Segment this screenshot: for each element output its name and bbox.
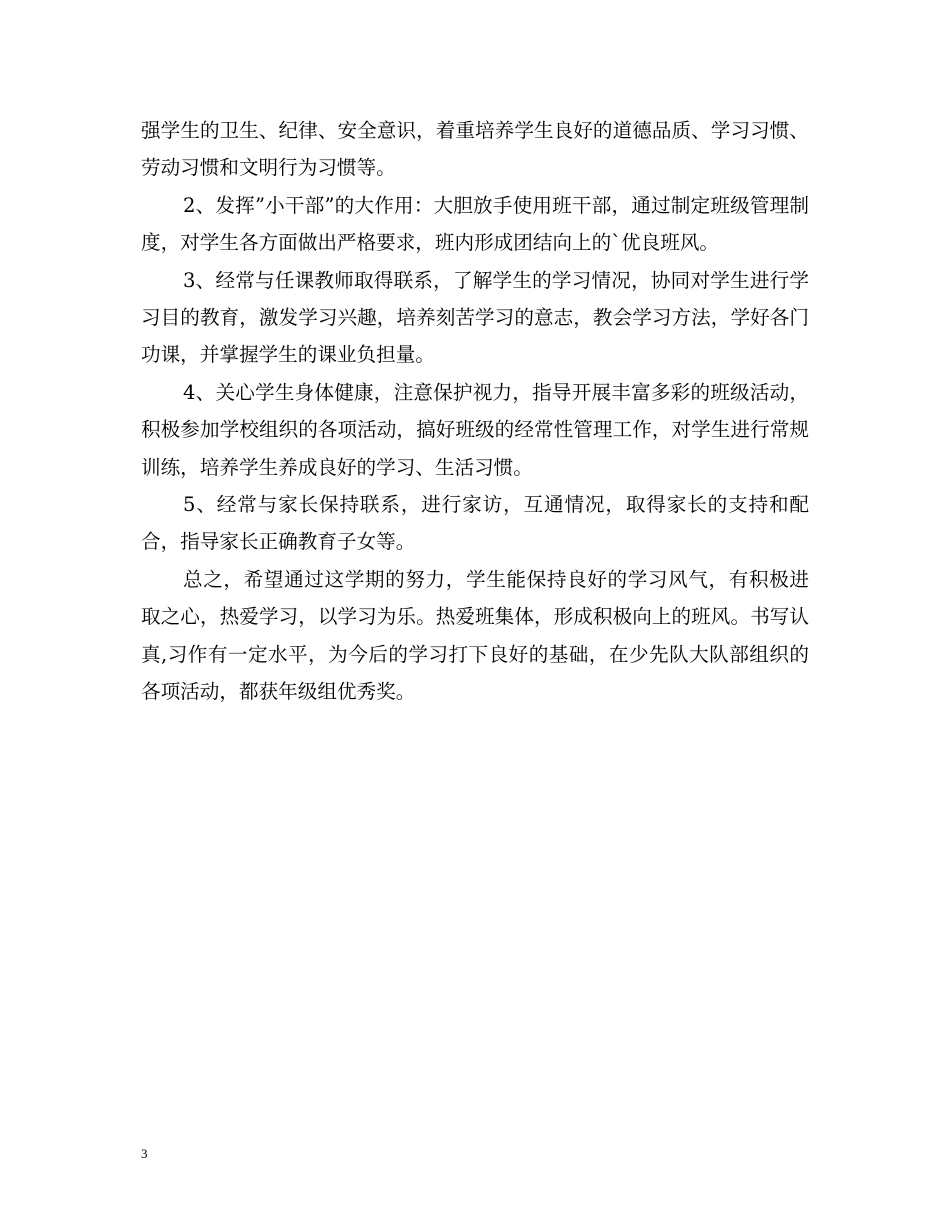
paragraph-conclusion: 总之，希望通过这学期的努力，学生能保持良好的学习风气，有积极进取之心，热爱学习，以学习为乐。热爱班集体，形成积极向上的班风。书写认真,习作有一定水平，为今后的学习打下良好的基础，在少先队大队部组织的各项活动，都获年级组优秀奖。 bbox=[141, 567, 809, 704]
paragraph-item-5: 5、经常与家长保持联系，进行家访，互通情况，取得家长的支持和配合，指导家长正确教育子女等。 bbox=[141, 493, 809, 554]
document-body bbox=[141, 112, 809, 711]
paragraph-item-3: 3、经常与任课教师取得联系，了解学生的学习情况，协同对学生进行学习目的教育，激发学习兴趣，培养刻苦学习的意志，教会学习方法，学好各门功课，并掌握学生的课业负担量。 bbox=[141, 268, 809, 367]
page-number: 3 bbox=[141, 1146, 148, 1161]
paragraph-continuation: 强学生的卫生、纪律、安全意识，着重培养学生良好的道德品质、学习习惯、劳动习惯和文明行为习惯等。 bbox=[141, 119, 809, 180]
paragraph-item-4: 4、关心学生身体健康，注意保护视力，指导开展丰富多彩的班级活动，积极参加学校组织的各项活动，搞好班级的经常性管理工作，对学生进行常规训练，培养学生养成良好的学习、生活习惯。 bbox=[141, 380, 809, 479]
paragraph-item-2: 2、发挥”小干部”的大作用：大胆放手使用班干部，通过制定班级管理制度，对学生各方面做出严格要求，班内形成团结向上的`优良班风。 bbox=[141, 193, 809, 255]
